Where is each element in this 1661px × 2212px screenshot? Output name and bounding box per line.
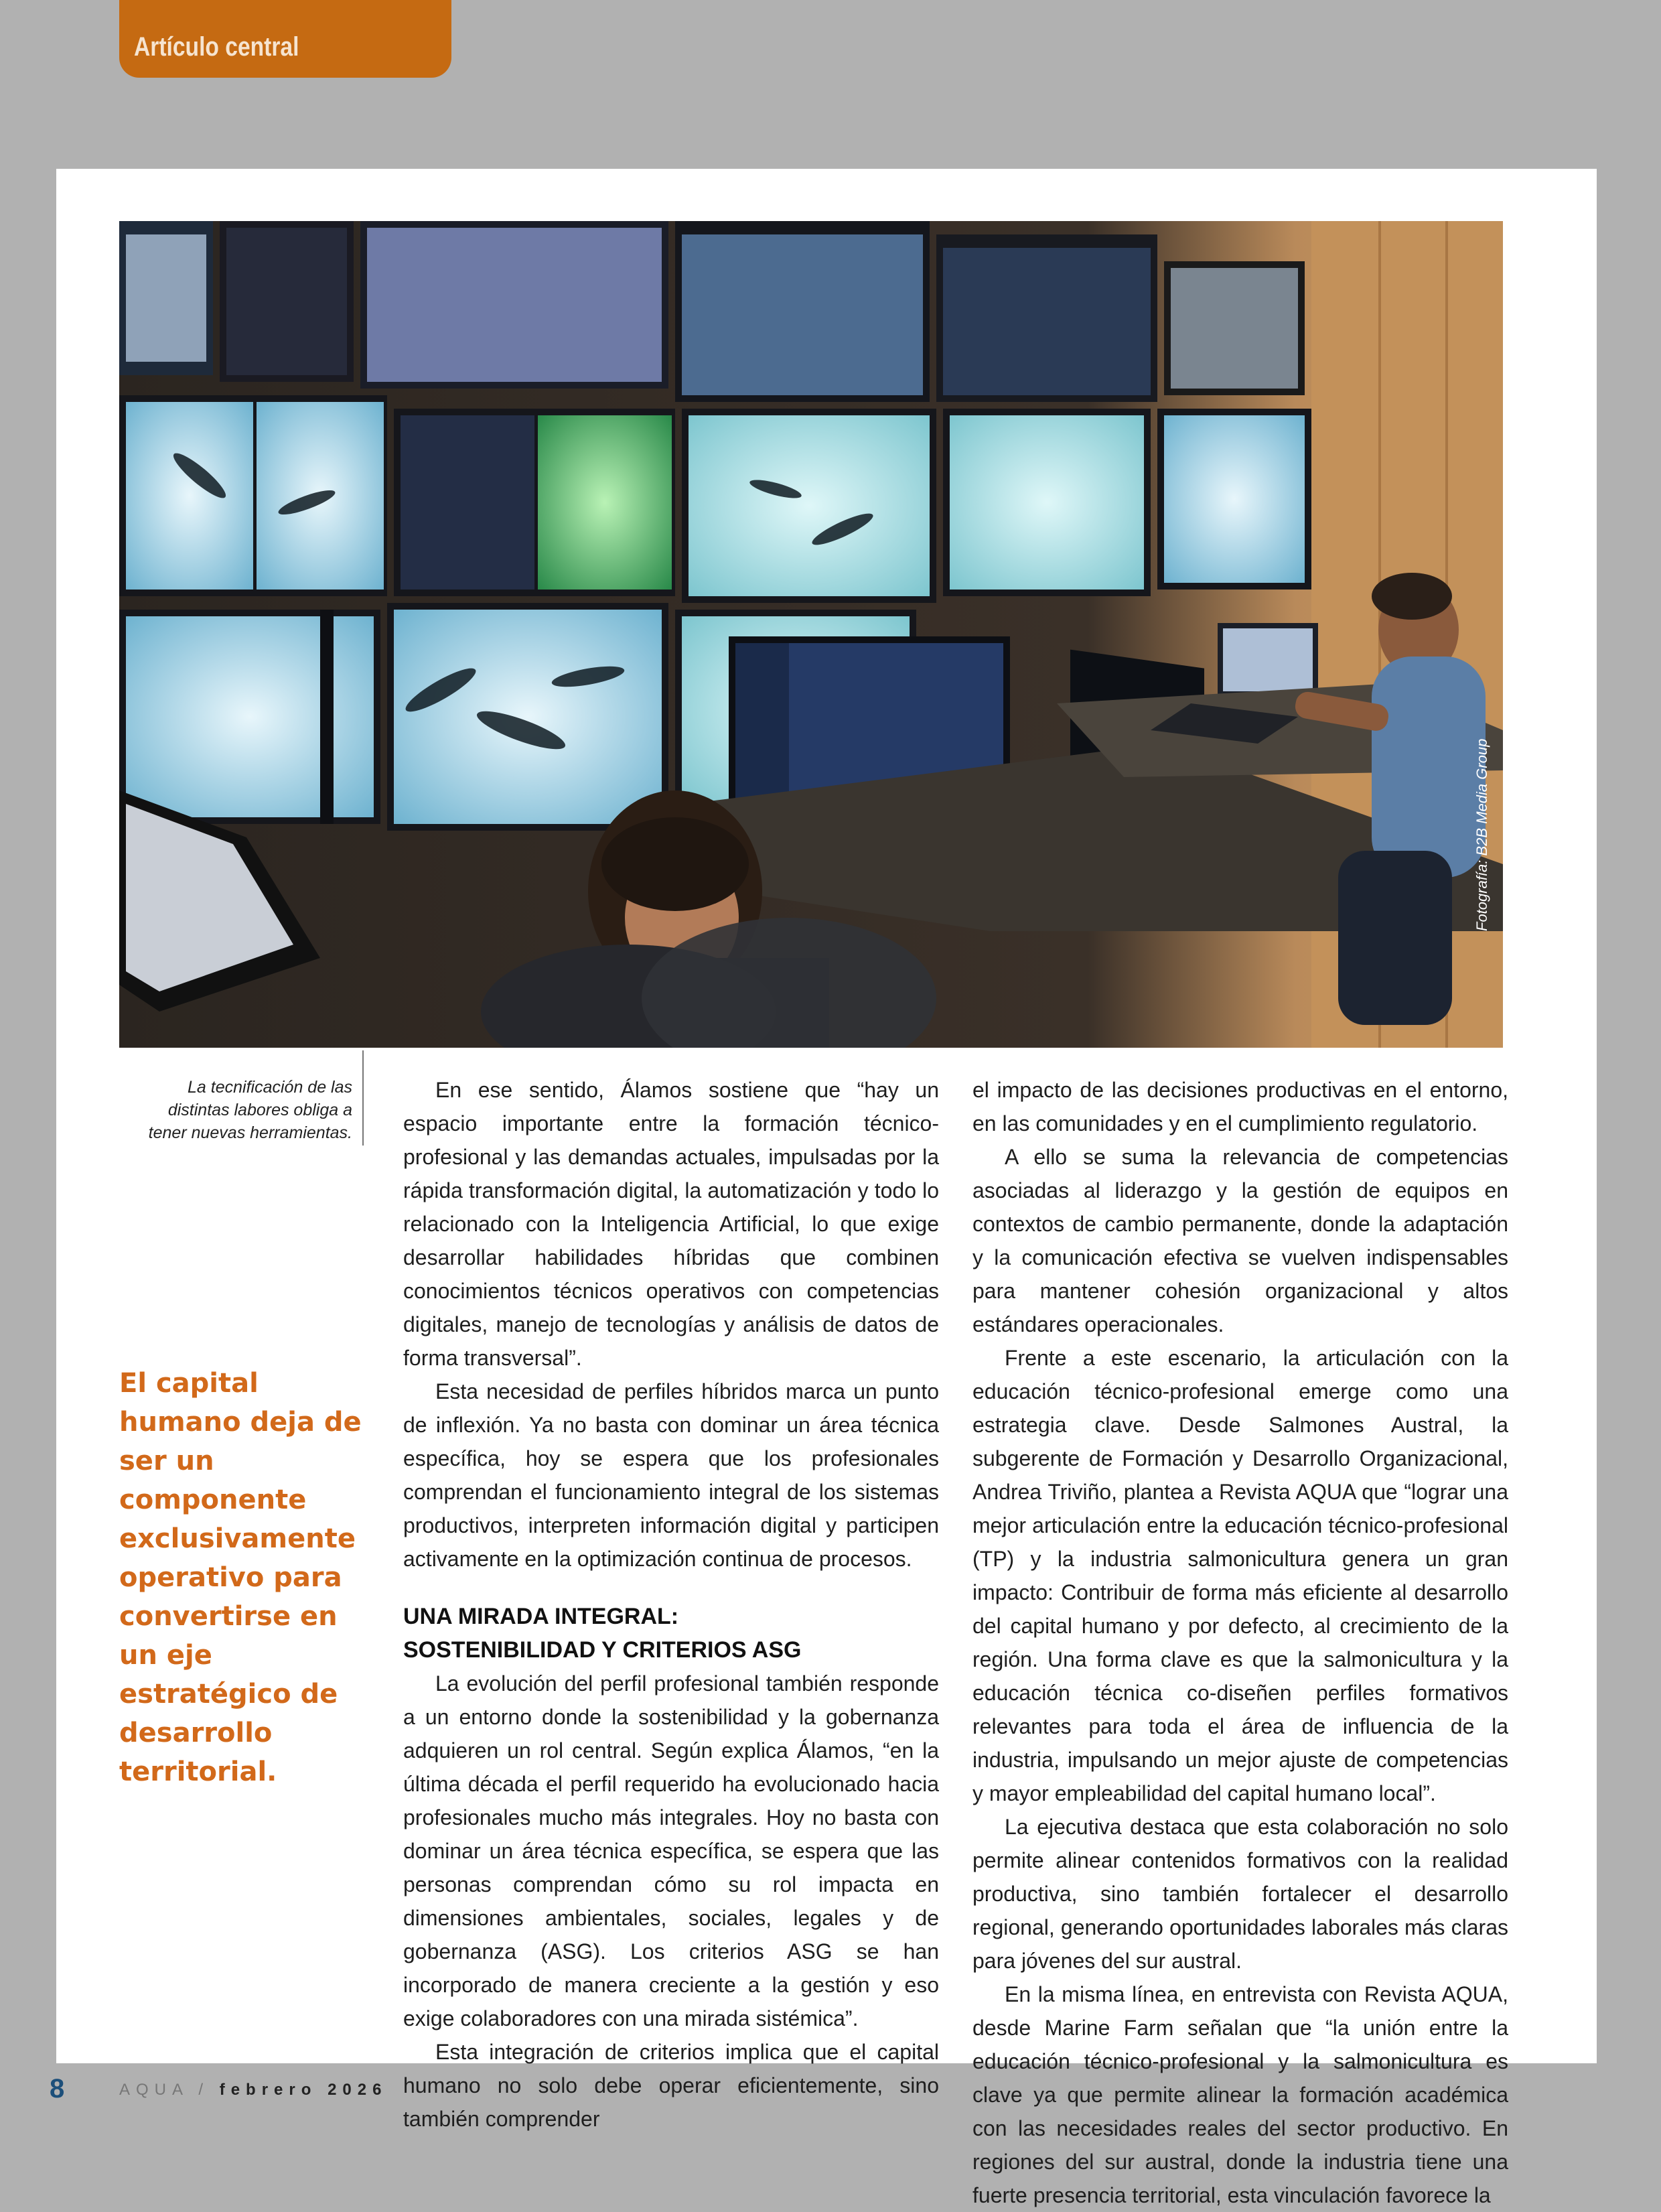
paragraph: Frente a este escenario, la articulación con la educación técnico-profesional emerge como una estrategia clave. Desde Salmones Austral, la subgerente de Formación y Desarrollo Organizacional, Andrea Triviño, plantea a Revista AQUA que “lograr una mejor articulación entre la educación técnico-profesional (TP) y la industria salmonicultura genera un gran impacto: Contribuir de forma más eficiente al desarrollo del capital humano y por defecto, al crecimiento de la región. Una forma clave es que la salmonicultura y la educación técnica co-diseñen perfiles formativos relevantes para toda el área de influencia de la industria, impulsando un mejor ajuste de competencias y mayor empleabilidad del capital humano local”. [972,1346,1508,1805]
photo-illustration [119,221,1503,1048]
article-column-1 [403,1073,939,2136]
section-subheading [403,1600,939,1667]
control-room-photo [119,221,1503,1048]
paragraph: el impacto de las decisiones productivas en el entorno, en las comunidades y en el cumplimiento regulatorio. [972,1078,1508,1135]
photo-caption: La tecnificación de las distintas labores obliga a tener nuevas herramientas. [148,1078,352,1142]
pull-quote: El capital humano deja de ser un componente exclusivamente operativo para convertirse en un eje estratégico de desarrollo territorial. [119,1368,362,1787]
page-number: 8 [50,2074,65,2103]
article-column-2 [972,1073,1508,2212]
issue-date: febrero 2026 [219,2081,388,2099]
paragraph: Esta integración de criterios implica que el capital humano no solo debe operar eficientemente, sino también comprender [403,2040,939,2131]
paragraph: A ello se suma la relevancia de competencias asociadas al liderazgo y la gestión de equipos en contextos de cambio permanente, donde la adaptación y la comunicación efectiva se vuelven indispensables para mantener cohesión organizacional y altos estándares operacionales. [972,1145,1508,1336]
photo-credit: Fotografía: B2B Media Group [1473,738,1490,931]
paragraph: En ese sentido, Álamos sostiene que “hay un espacio importante entre la formación técnico-profesional y las demandas actuales, impulsadas por la rápida transformación digital, la automatización y todo lo relacionado con la Inteligencia Artificial, lo que exige desarrollar habilidades híbridas que combinen conocimientos técnicos operativos con competencias digitales, manejo de tecnologías y análisis de datos de forma transversal”. [403,1078,939,1370]
subheading-line: UNA MIRADA INTEGRAL: [403,1604,679,1629]
paragraph: Esta necesidad de perfiles híbridos marca un punto de inflexión. Ya no basta con dominar un área técnica específica, hoy se espera que los profesionales comprendan el funcionamiento integral de los sistemas productivos, interpreten información digital y participen activamente en la optimización continua de procesos. [403,1379,939,1571]
subheading-line: SOSTENIBILIDAD Y CRITERIOS ASG [403,1637,802,1663]
folio-separator: / [198,2081,210,2099]
footer-folio [119,2081,387,2099]
section-tab [119,0,451,78]
paragraph: La ejecutiva destaca que esta colaboración no solo permite alinear contenidos formativos con la realidad productiva, sino también fortalecer el desarrollo regional, generando oportunidades laborales más claras para jóvenes del sur austral. [972,1815,1508,1973]
magazine-name: AQUA [119,2081,188,2099]
paragraph: La evolución del perfil profesional también responde a un entorno donde la sostenibilidad y la gobernanza adquieren un rol central. Según explica Álamos, “en la última década el perfil requerido ha evolucionado hacia profesionales mucho más integrales. Hoy no basta con dominar un área técnica específica, se espera que las personas comprendan cómo su rol impacta en dimensiones ambientales, sociales, legales y de gobernanza (ASG). Los criterios ASG se han incorporado de manera creciente a la gestión y eso exige colaboradores con una mirada sistémica”. [403,1671,939,2030]
paragraph: En la misma línea, en entrevista con Revista AQUA, desde Marine Farm señalan que “la unión entre la educación técnico-profesional y la salmonicultura es clave ya que permite alinear la formación académica con las necesidades reales del sector productivo. En regiones del sur austral, donde la industria tiene una fuerte presencia territorial, esta vinculación favorece la [972,1982,1508,2207]
caption-divider [362,1050,364,1146]
section-label: Artículo central [134,32,299,62]
